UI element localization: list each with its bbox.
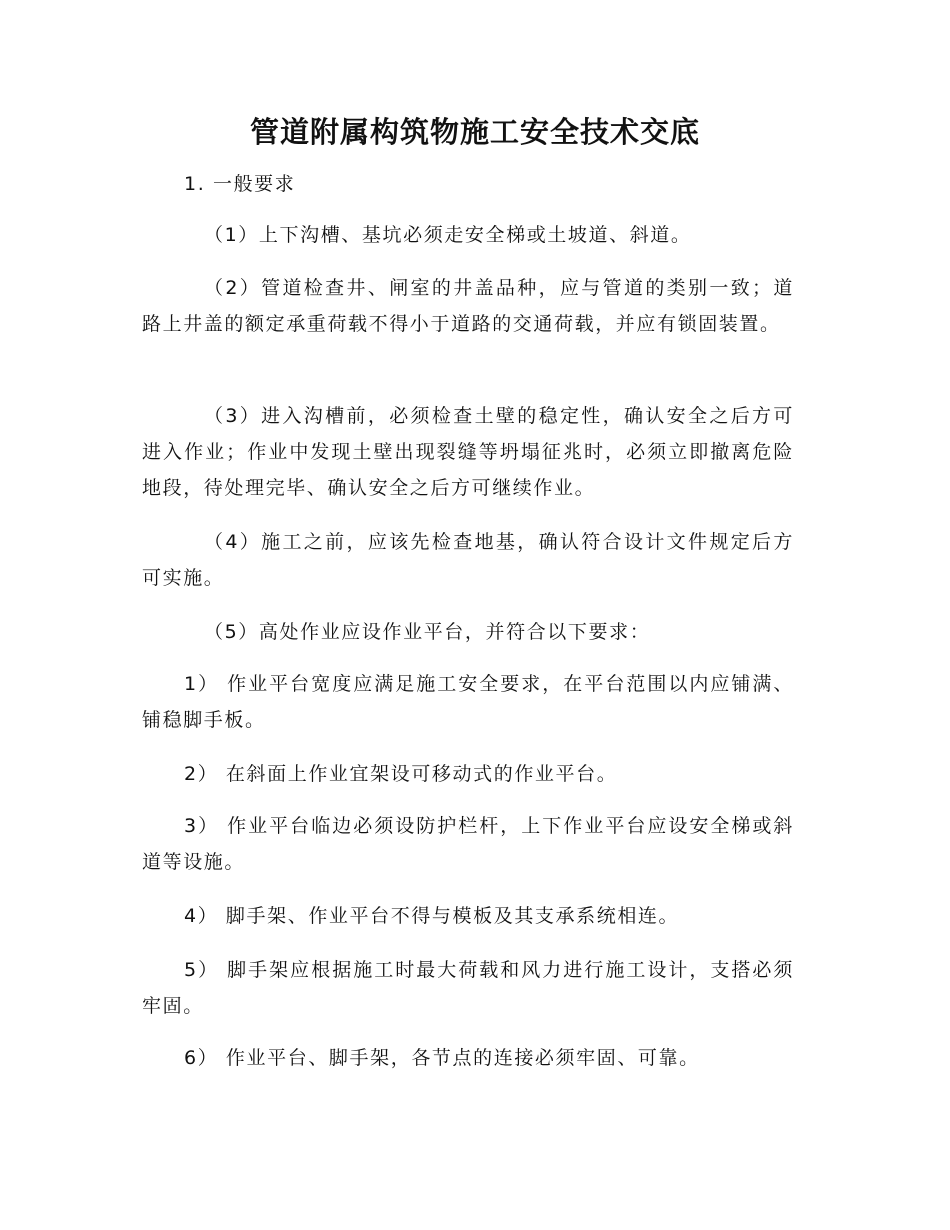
paragraph-1: （1）上下沟槽、基坑必须走安全梯或土坡道、斜道。: [204, 224, 692, 246]
sub-item-6: 6） 作业平台、脚手架，各节点的连接必须牢固、可靠。: [184, 1047, 700, 1069]
sub-item-3: 3） 作业平台临边必须设防护栏杆，上下作业平台应设安全梯或斜道等设施。: [142, 815, 794, 873]
paragraph-4: （4）施工之前，应该先检查地基，确认符合设计文件规定后方可实施。: [142, 531, 794, 589]
paragraph-3: （3）进入沟槽前，必须检查土壁的稳定性，确认安全之后方可进入作业；作业中发现土壁出现裂缝等坍塌征兆时，必须立即撤离危险地段，待处理完毕、确认安全之后方可继续作业。: [142, 405, 794, 499]
document-title: 管道附属构筑物施工安全技术交底: [249, 115, 700, 149]
sub-item-5: 5） 脚手架应根据施工时最大荷载和风力进行施工设计，支搭必须牢固。: [142, 959, 794, 1017]
section-heading: 1. 一般要求: [184, 173, 296, 195]
sub-item-1: 1） 作业平台宽度应满足施工安全要求，在平台范围以内应铺满、铺稳脚手板。: [142, 673, 794, 731]
sub-item-4: 4） 脚手架、作业平台不得与模板及其支承系统相连。: [184, 905, 680, 927]
sub-item-2: 2） 在斜面上作业宜架设可移动式的作业平台。: [184, 763, 618, 785]
paragraph-2: （2）管道检查井、闸室的井盖品种，应与管道的类别一致；道路上井盖的额定承重荷载不得小于道路的交通荷载，并应有锁固装置。: [142, 277, 794, 335]
paragraph-5: （5）高处作业应设作业平台，并符合以下要求：: [204, 621, 651, 643]
